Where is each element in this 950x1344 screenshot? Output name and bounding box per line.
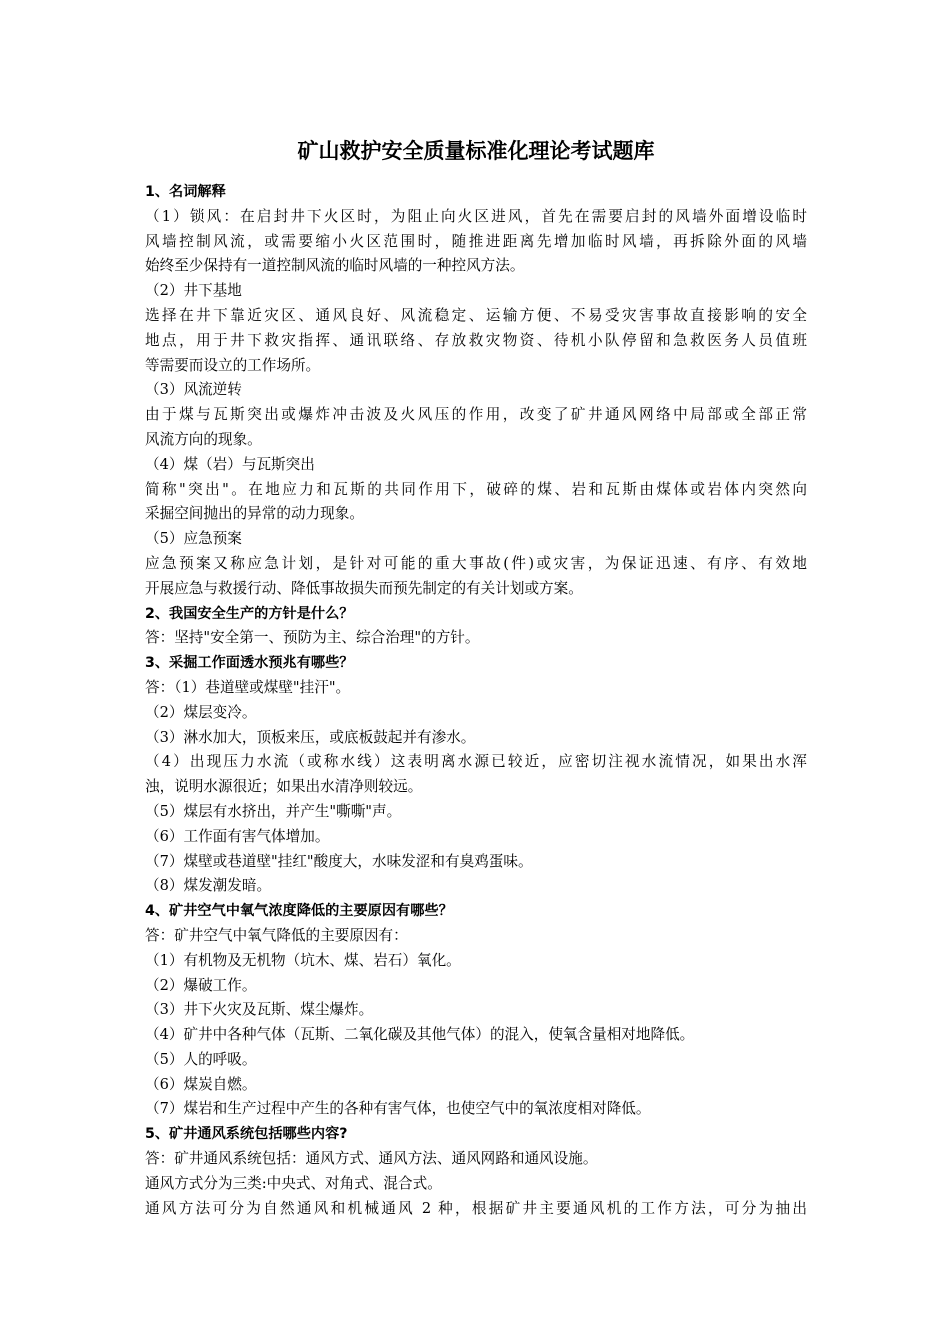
text-line: （2）井下基地: [145, 282, 242, 300]
section-heading: 3、采掘工作面透水预兆有哪些？: [145, 655, 354, 672]
text-line: （6）煤炭自燃。: [145, 1075, 257, 1093]
text-line: 选择在井下靠近灾区、通风良好、风流稳定、运输方便、不易受灾害事故直接影响的安全: [145, 306, 807, 324]
text-line: 始终至少保持有一道控制风流的临时风墙的一种控风方法。: [145, 257, 525, 275]
text-line: （2）煤层变冷。: [145, 703, 257, 721]
text-line: （4）出现压力水流（或称水线）这表明离水源已较近，应密切注视水流情况，如果出水浑: [145, 753, 807, 771]
text-line: （7）煤壁或巷道壁"挂红"酸度大，水味发涩和有臭鸡蛋味。: [145, 852, 533, 870]
section-heading: 2、我国安全生产的方针是什么？: [145, 605, 354, 622]
text-line: （3）淋水加大，顶板来压，或底板鼓起并有渗水。: [145, 728, 476, 746]
document-page: [145, 128, 807, 1221]
text-line: 浊，说明水源很近；如果出水清净则较远。: [145, 778, 423, 796]
text-line: 答：矿井通风系统包括：通风方式、通风方法、通风网路和通风设施。: [145, 1150, 598, 1168]
text-line: 地点，用于井下救灾指挥、通讯联络、存放救灾物资、待机小队停留和急救医务人员值班: [145, 331, 807, 349]
text-line: （1）有机物及无机物（坑木、煤、岩石）氧化。: [145, 951, 461, 969]
text-line: （5）煤层有水挤出，并产生"嘶嘶"声。: [145, 802, 402, 820]
text-line: 采掘空间抛出的异常的动力现象。: [145, 505, 364, 523]
text-line: 由于煤与瓦斯突出或爆炸冲击波及火风压的作用，改变了矿井通风网络中局部或全部正常: [145, 406, 807, 424]
text-line: （8）煤发潮发暗。: [145, 877, 272, 895]
section-heading: 4、矿井空气中氧气浓度降低的主要原因有哪些？: [145, 903, 453, 920]
text-line: （2）爆破工作。: [145, 976, 257, 994]
text-line: 通风方法可分为自然通风和机械通风 2 种，根据矿井主要通风机的工作方法，可分为抽出: [145, 1199, 807, 1217]
text-line: 风墙控制风流，或需要缩小火区范围时，随推进距离先增加临时风墙，再拆除外面的风墙: [145, 232, 807, 250]
text-line: 等需要而设立的工作场所。: [145, 356, 321, 374]
text-line: 答：（1）巷道壁或煤壁"挂汗"。: [145, 678, 351, 696]
text-line: 答：矿井空气中氧气降低的主要原因有：: [145, 926, 408, 944]
text-line: 答：坚持"安全第一、预防为主、综合治理"的方针。: [145, 629, 480, 647]
text-line: 通风方式分为三类:中央式、对角式、混合式。: [145, 1174, 442, 1192]
document-body: [145, 180, 807, 1221]
text-line: （7）煤岩和生产过程中产生的各种有害气体，也使空气中的氧浓度相对降低。: [145, 1100, 651, 1118]
text-line: （4）煤（岩）与瓦斯突出: [145, 455, 315, 473]
text-line: 风流方向的现象。: [145, 430, 262, 448]
section-heading: 5、矿井通风系统包括哪些内容?: [145, 1126, 348, 1143]
text-line: （3）井下火灾及瓦斯、煤尘爆炸。: [145, 1001, 374, 1019]
text-line: 应急预案又称应急计划，是针对可能的重大事故(件)或灾害，为保证迅速、有序、有效地: [145, 554, 807, 572]
text-line: （5）应急预案: [145, 530, 242, 548]
document-title: 矿山救护安全质量标准化理论考试题库: [297, 139, 655, 163]
text-line: （1）锁风：在启封井下火区时，为阻止向火区进风，首先在需要启封的风墙外面增设临时: [145, 207, 807, 225]
text-line: （3）风流逆转: [145, 381, 242, 399]
text-line: （5）人的呼吸。: [145, 1050, 257, 1068]
text-line: 开展应急与救援行动、降低事故损失而预先制定的有关计划或方案。: [145, 579, 583, 597]
text-line: （6）工作面有害气体增加。: [145, 827, 330, 845]
text-line: 简称"突出"。在地应力和瓦斯的共同作用下，破碎的煤、岩和瓦斯由煤体或岩体内突然向: [145, 480, 807, 498]
section-heading: 1、名词解释: [145, 184, 226, 200]
text-line: （4）矿井中各种气体（瓦斯、二氧化碳及其他气体）的混入，使氧含量相对地降低。: [145, 1026, 695, 1044]
